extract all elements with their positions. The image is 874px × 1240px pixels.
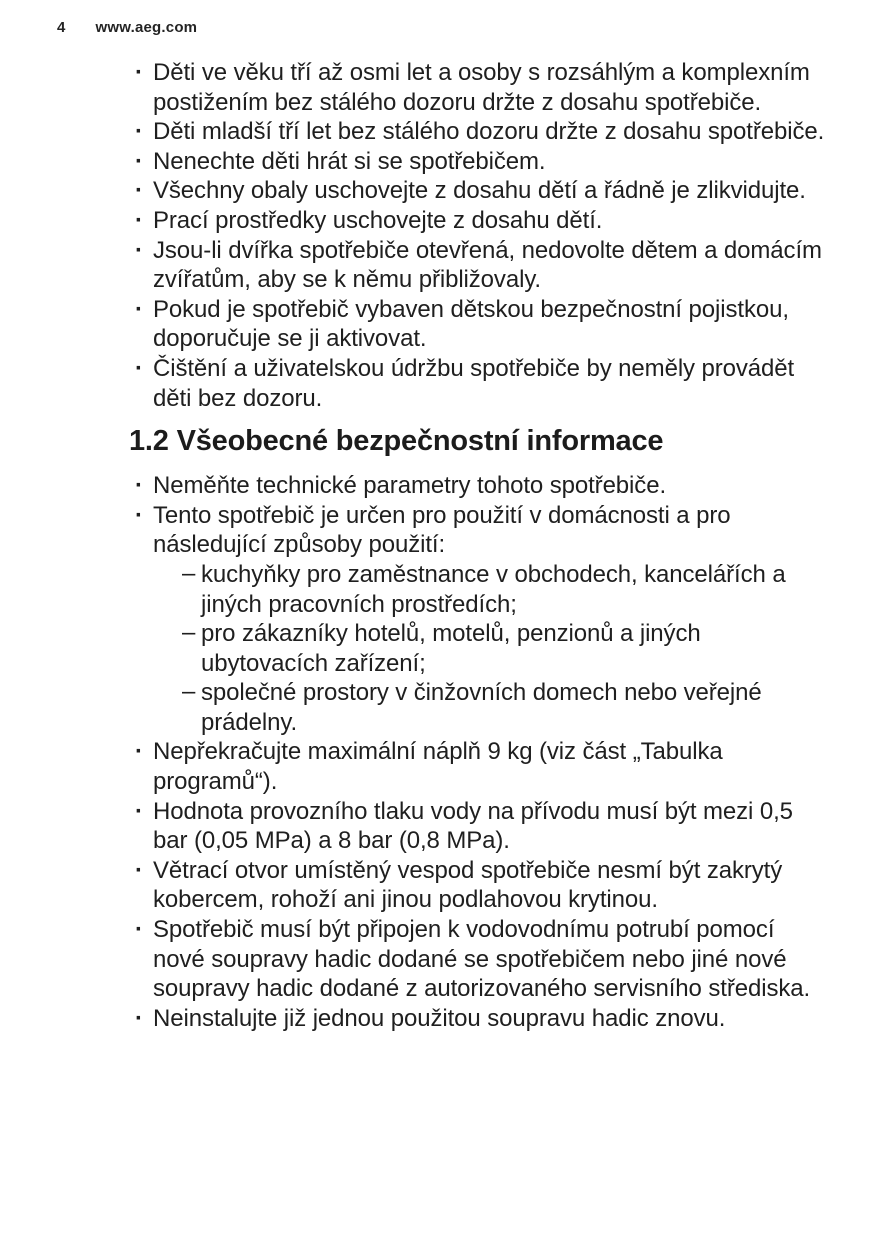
list-item-text: Nenechte děti hrát si se spotřebičem.: [153, 147, 546, 175]
safety-list: [134, 58, 826, 413]
list-item-text: Pokud je spotřebič vybaven dětskou bezpečnostní pojistkou, doporučuje se ji aktivovat.: [153, 295, 789, 353]
list-item-text: Děti ve věku tří až osmi let a osoby s rozsáhlým a komplexním postižením bez stálého dozoru držte z dosahu spotřebiče.: [153, 59, 810, 116]
bullet-icon: ·: [135, 797, 143, 825]
list-item: [134, 856, 826, 915]
list-item: [134, 206, 826, 236]
list-item: [134, 295, 826, 354]
bullet-icon: ·: [135, 177, 143, 205]
bullet-icon: ·: [135, 916, 143, 944]
sublist-item: [182, 560, 826, 619]
list-item: [134, 797, 826, 856]
list-item-text: Nepřekračujte maximální náplň 9 kg (viz část „Tabulka programů“).: [153, 738, 723, 796]
sublist-item-text: pro zákazníky hotelů, motelů, penzionů a jiných ubytovacích zařízení;: [201, 620, 701, 677]
bullet-icon: ·: [135, 501, 143, 529]
general-info-list: [134, 471, 826, 1033]
bullet-icon: ·: [135, 738, 143, 766]
sublist-item: [182, 678, 826, 737]
list-item: [134, 915, 826, 1004]
section-heading: 1.2 Všeobecné bezpečnostní informace: [129, 425, 664, 458]
list-item-text: Děti mladší tří let bez stálého dozoru držte z dosahu spotřebiče.: [153, 118, 825, 146]
list-item: [134, 117, 826, 147]
list-item-text: Prací prostředky uschovejte z dosahu dětí.: [153, 206, 603, 234]
page-header: [57, 19, 197, 36]
bullet-icon: ·: [135, 59, 143, 86]
list-item: [134, 1004, 826, 1034]
list-item: [134, 147, 826, 177]
list-item: [134, 354, 826, 413]
list-item: [134, 471, 826, 501]
dash-icon: –: [182, 619, 196, 647]
list-item-text: Tento spotřebič je určen pro použití v domácnosti a pro následující způsoby použití:: [153, 501, 731, 559]
page-number: 4: [57, 19, 66, 36]
bullet-icon: ·: [135, 1004, 143, 1032]
list-item-text: Jsou-li dvířka spotřebiče otevřená, nedovolte dětem a domácím zvířatům, aby se k němu přibližovaly.: [153, 236, 822, 294]
site-url: www.aeg.com: [95, 19, 198, 36]
bullet-icon: ·: [135, 147, 143, 175]
bullet-icon: ·: [135, 472, 143, 500]
sublist-item-text: kuchyňky pro zaměstnance v obchodech, kancelářích a jiných pracovních prostředích;: [201, 560, 786, 618]
sublist-item-text: společné prostory v činžovních domech nebo veřejné prádelny.: [201, 679, 762, 736]
list-item: [134, 501, 826, 738]
list-item-text: Všechny obaly uschovejte z dosahu dětí a řádně je zlikvidujte.: [153, 177, 806, 205]
page-content: [129, 58, 826, 1033]
list-item: [134, 737, 826, 796]
bullet-icon: ·: [135, 856, 143, 884]
list-item-text: Neinstalujte již jednou použitou soupravu hadic znovu.: [153, 1004, 726, 1032]
list-item: [134, 58, 826, 117]
bullet-icon: ·: [135, 236, 143, 264]
list-item-text: Spotřebič musí být připojen k vodovodnímu potrubí pomocí nové soupravy hadic dodané se spotřebičem nebo jiné nové soupravy hadic dodané z autorizovaného servisního střediska.: [153, 916, 811, 1003]
list-item-text: Větrací otvor umístěný vespod spotřebiče nesmí být zakrytý kobercem, rohoží ani jinou podlahovou krytinou.: [153, 856, 783, 914]
usage-sublist: [182, 560, 826, 738]
bullet-icon: ·: [135, 118, 143, 146]
list-item-text: Hodnota provozního tlaku vody na přívodu musí být mezi 0,5 bar (0,05 MPa) a 8 bar (0,8 MPa).: [153, 797, 793, 855]
bullet-icon: ·: [135, 354, 143, 382]
list-item: [134, 176, 826, 206]
list-item-text: Neměňte technické parametry tohoto spotřebiče.: [153, 472, 667, 500]
list-item-text: Čištění a uživatelskou údržbu spotřebiče by neměly provádět děti bez dozoru.: [153, 354, 795, 412]
dash-icon: –: [182, 678, 196, 706]
list-item: [134, 236, 826, 295]
bullet-icon: ·: [135, 206, 143, 234]
sublist-item: [182, 619, 826, 678]
bullet-icon: ·: [135, 295, 143, 323]
dash-icon: –: [182, 559, 196, 587]
